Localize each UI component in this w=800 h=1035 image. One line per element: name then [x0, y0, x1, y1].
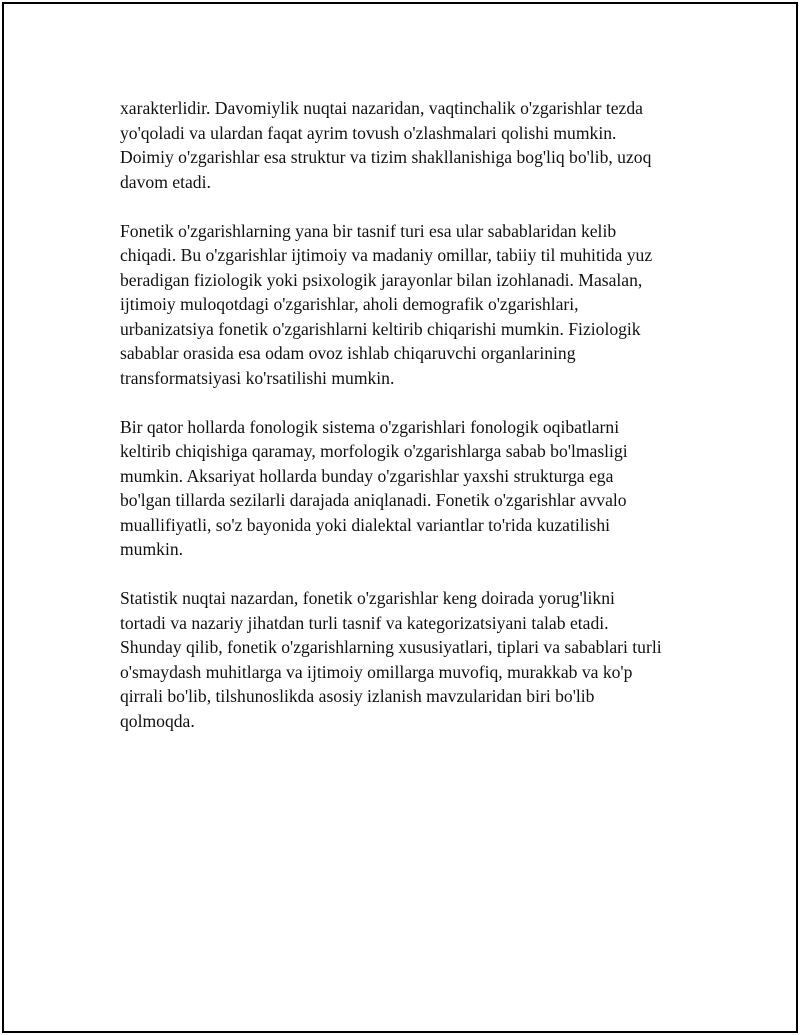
text-line: Bir qator hollarda fonologik sistema o'zgarishlari fonologik oqibatlarni: [120, 416, 620, 437]
text-line: mumkin. Aksariyat hollarda bunday o'zgarishlar yaxshi strukturga ega: [120, 465, 614, 486]
text-line: o'smaydash muhitlarga va ijtimoiy omillarga muvofiq, murakkab va ko'p: [120, 661, 633, 682]
text-line: qolmoqda.: [120, 710, 195, 731]
text-line: urbanizatsiya fonetik o'zgarishlarni keltirib chiqarishi mumkin. Fiziologik: [120, 318, 641, 339]
paragraph-3: [120, 415, 700, 562]
text-line: tortadi va nazariy jihatdan turli tasnif va kategorizatsiyani talab etadi.: [120, 612, 609, 633]
text-line: qirrali bo'lib, tilshunoslikda asosiy izlanish mavzularidan biri bo'lib: [120, 686, 595, 706]
text-line: bo'lgan tillarda sezilarli darajada aniqlanadi. Fonetik o'zgarishlar avvalo: [120, 490, 627, 510]
text-line: ijtimoiy muloqotdagi o'zgarishlar, aholi demografik o'zgarishlari,: [120, 294, 579, 314]
text-line: yo'qoladi va ulardan faqat ayrim tovush o'zlashmalari qolishi mumkin.: [120, 122, 617, 143]
text-line: muallifiyatli, so'z bayonida yoki dialektal variantlar to'rida kuzatilishi: [120, 514, 611, 535]
text-line: Statistik nuqtai nazardan, fonetik o'zgarishlar keng doirada yorug'likni: [120, 588, 615, 608]
text-line: Fonetik o'zgarishlarning yana bir tasnif turi esa ular sabablaridan kelib: [120, 220, 617, 241]
document-body: [120, 96, 700, 758]
text-line: sabablar orasida esa odam ovoz ishlab chiqaruvchi organlarining: [120, 343, 576, 363]
text-line: davom etadi.: [120, 171, 211, 192]
text-line: mumkin.: [120, 539, 184, 559]
text-line: transformatsiyasi ko'rsatilishi mumkin.: [120, 367, 395, 388]
text-line: chiqadi. Bu o'zgarishlar ijtimoiy va madaniy omillar, tabiiy til muhitida yuz: [120, 245, 653, 265]
text-line: xarakterlidir. Davomiylik nuqtai nazaridan, vaqtinchalik o'zgarishlar tezda: [120, 98, 643, 118]
paragraph-1: [120, 96, 700, 194]
document-page: [2, 2, 798, 1033]
text-line: beradigan fiziologik yoki psixologik jarayonlar bilan izohlanadi. Masalan,: [120, 269, 643, 290]
paragraph-4: [120, 586, 700, 733]
text-line: Doimiy o'zgarishlar esa struktur va tizim shakllanishiga bog'liq bo'lib, uzoq: [120, 147, 652, 167]
text-line: Shunday qilib, fonetik o'zgarishlarning xususiyatlari, tiplari va sabablari turli: [120, 637, 662, 657]
text-line: keltirib chiqishiga qaramay, morfologik o'zgarishlarga sabab bo'lmasligi: [120, 441, 628, 461]
paragraph-2: [120, 219, 700, 391]
